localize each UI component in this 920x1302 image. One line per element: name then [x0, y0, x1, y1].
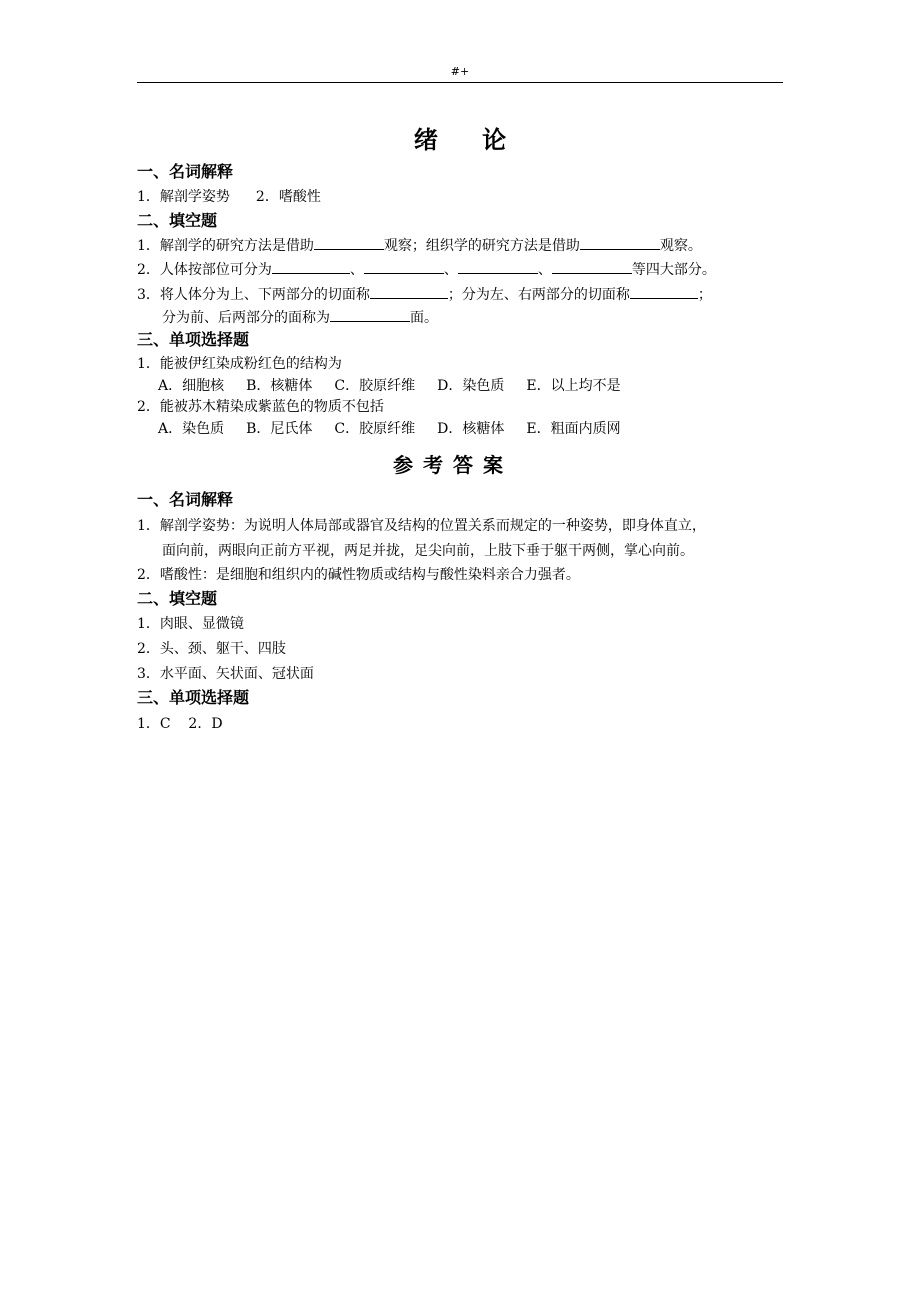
answer-blank [314, 236, 384, 250]
answer-line: 2．嗜酸性：是细胞和组织内的碱性物质或结构与酸性染料亲合力强者。 [137, 567, 580, 583]
answer-line: 面向前，两眼向正前方平视，两足并拢，足尖向前，上肢下垂于躯干两侧，掌心向前。 [162, 543, 694, 559]
choice-question-1: 1．能被伊红染成粉红色的结构为 [137, 356, 342, 372]
answer-line: 1．肉眼、显微镜 [137, 616, 244, 632]
answer-line: 1．C 2．D [137, 716, 223, 732]
terms-line [137, 188, 321, 206]
choice-option: B．核糖体 [246, 378, 313, 394]
answers-title: 参考答案 [393, 453, 513, 477]
header-mark: #+ [450, 65, 470, 78]
choice-option: D．核糖体 [437, 421, 505, 437]
section-heading-terms: 一、名词解释 [137, 162, 234, 181]
choice-options-1 [158, 377, 643, 395]
answer-blank [630, 285, 698, 299]
choice-option: B．尼氏体 [246, 421, 313, 437]
answer-heading-choice: 三、单项选择题 [137, 688, 250, 707]
answer-blank [272, 260, 350, 274]
choice-option: A．细胞核 [158, 378, 225, 394]
fill-question-3: 3．将人体分为上、下两部分的切面称 ；分为左、右两部分的切面称 ； [137, 287, 712, 303]
answer-blank [580, 236, 660, 250]
answer-blank [330, 308, 410, 322]
fill-question-2: 2．人体按部位可分为 、 、 、 等四大部分。 [137, 262, 716, 278]
answer-line: 2．头、颈、躯干、四肢 [137, 641, 286, 657]
choice-option: C．胶原纤维 [334, 378, 416, 394]
term-item: 1．解剖学姿势 [137, 189, 230, 205]
answer-line: 3．水平面、矢状面、冠状面 [137, 666, 314, 682]
section-heading-choice: 三、单项选择题 [137, 330, 250, 349]
term-item: 2．嗜酸性 [255, 189, 321, 205]
answer-blank [370, 285, 448, 299]
fill-question-1: 1．解剖学的研究方法是借助 观察；组织学的研究方法是借助 观察。 [137, 238, 702, 254]
answer-blank [364, 260, 444, 274]
fill-question-3-continued: 分为前、后两部分的面称为 面。 [162, 310, 438, 326]
header-rule [137, 82, 783, 83]
choice-option: E．以上均不是 [526, 378, 621, 394]
answer-line: 1．解剖学姿势：为说明人体局部或器官及结构的位置关系而规定的一种姿势，即身体直立， [137, 518, 706, 534]
page-title: 绪 论 [413, 126, 525, 154]
answer-blank [552, 260, 632, 274]
choice-option: A．染色质 [158, 421, 225, 437]
section-heading-fill: 二、填空题 [137, 211, 218, 230]
answer-blank [458, 260, 538, 274]
choice-option: E．粗面内质网 [526, 421, 621, 437]
choice-option: D．染色质 [437, 378, 505, 394]
answer-heading-terms: 一、名词解释 [137, 490, 234, 509]
answer-heading-fill: 二、填空题 [137, 589, 218, 608]
choice-options-2 [158, 420, 643, 438]
choice-question-2: 2．能被苏木精染成紫蓝色的物质不包括 [137, 399, 384, 415]
choice-option: C．胶原纤维 [334, 421, 416, 437]
